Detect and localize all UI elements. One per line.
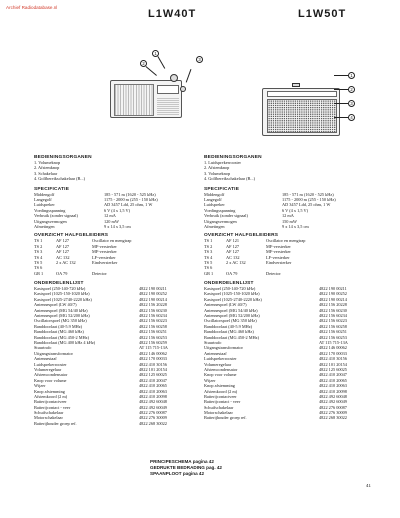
table-cell: AF 127 — [56, 238, 70, 244]
table-cell: Motorschakelaar — [204, 410, 233, 416]
table-cell: 6 V (4 x 1,5 V) — [104, 207, 131, 213]
table-row — [34, 271, 194, 276]
table-cell: 4822 156 60251 — [319, 329, 347, 335]
table-cell: 4822 190 00252 — [319, 291, 347, 297]
table-cell: Knop afstemming — [34, 388, 65, 394]
footer-references — [150, 459, 290, 477]
table-cell: Verbruik (zonder signaal) — [204, 213, 248, 219]
list-item: 4. Golfbereikschakelaar (B...) — [204, 176, 256, 182]
table-cell: 4822 125 60025 — [139, 372, 167, 378]
table-cell: 4822 170 00033 — [139, 356, 167, 362]
table-cell: 120 mW — [104, 218, 119, 224]
callout-left-2: 2 — [140, 60, 147, 67]
table-cell: Afstemcondensator — [34, 372, 68, 378]
semis-table — [204, 238, 376, 276]
specs-heading: SPECIFICATIE — [34, 186, 70, 192]
watermark-text: Archief Radiodatabase.nl — [6, 5, 58, 10]
table-cell: LF-versterker — [92, 254, 116, 260]
table-cell: 4822 156 60234 — [319, 313, 347, 319]
table-cell: Luidspreker — [34, 202, 55, 208]
table-cell: Kastspoel (1025-2740-2220 kHz) — [34, 296, 92, 302]
table-cell: 4822 268 30022 — [319, 415, 347, 421]
table-cell: OA 79 — [226, 270, 238, 276]
table-cell: AF 121 — [226, 238, 240, 244]
table-cell: 4822 170 00033 — [319, 350, 347, 356]
parts-table — [34, 286, 194, 426]
table-cell: Luidsprekerrooster — [204, 356, 237, 362]
table-cell: 4822 156 60223 — [319, 318, 347, 324]
table-cell: Banddoorlaat (MG 450-2 MHz) — [204, 334, 260, 340]
table-cell: Antennespoel (LW 40/7) — [34, 302, 77, 308]
table-cell: 150 mW — [282, 218, 297, 224]
table-cell: Kastspoel (1025-150-1020 kHz) — [34, 291, 90, 297]
table-cell: OA 79 — [56, 270, 68, 276]
table-cell: AF 127 — [56, 243, 70, 249]
table-cell: Afstemkoord (2 m) — [204, 388, 238, 394]
footer-line: PRINCIPESCHEMA pagina 42 — [150, 459, 214, 464]
semis-heading: OVERZICHT HALFGELEIDERS — [34, 233, 109, 239]
speaker-grille — [114, 84, 154, 116]
table-cell: 6 V (4 x 1,5 V) — [282, 207, 309, 213]
list-item: 1. Luidsprekerrooster — [204, 160, 241, 165]
table-cell: Afstemkoord (2 m) — [34, 393, 68, 399]
table-cell: 4822 156 60234 — [139, 313, 167, 319]
specs-heading: SPECIFICATIE — [204, 186, 240, 192]
radio-illustration-right — [262, 80, 342, 140]
controls-list — [204, 160, 376, 182]
table-cell: 4822 125 60025 — [319, 366, 347, 372]
table-cell: Schuifschakelaar — [204, 404, 234, 410]
table-cell: Middengolf — [34, 191, 55, 197]
table-cell: 4822 156 60251 — [139, 329, 167, 335]
table-cell: Oscillatorspoel (MG 350 kHz) — [34, 318, 87, 324]
table-cell: Oscillator en mengtrap — [266, 238, 306, 244]
table-cell: Wijzer — [204, 377, 216, 383]
table-cell: Stuurtrafo — [204, 340, 222, 345]
table-cell: Luidsprekerrooster — [34, 361, 67, 367]
page-number: 41 — [366, 484, 371, 489]
table-cell: Eindversterker — [92, 259, 118, 265]
leader-line — [334, 117, 348, 118]
table-cell: 2 x AC 132 — [56, 259, 76, 265]
right-column — [204, 155, 376, 421]
waveband-switch — [292, 83, 300, 87]
table-cell: 4822 156 60253 — [319, 334, 347, 340]
table-cell: TS 4 — [204, 254, 213, 260]
radio-illustration-left — [110, 72, 190, 120]
table-cell: GR 1 — [204, 270, 214, 276]
table-cell: TS 6 — [204, 265, 213, 271]
table-cell: AC 132 — [226, 254, 240, 260]
table-cell: Afmetingen — [204, 223, 225, 229]
table-cell: TS 2 — [34, 243, 43, 249]
callout-left-1: 1 — [152, 50, 159, 57]
table-cell: 185 - 571 m (1620 - 525 kHz) — [282, 191, 334, 197]
table-cell: 12 mA — [282, 213, 294, 219]
table-cell: AD 3457 Ldd, 25 ohm, 1 W — [104, 202, 153, 208]
table-cell: Verbruik (zonder signaal) — [34, 213, 78, 219]
table-cell: 4822 410 30156 — [319, 356, 347, 362]
table-cell: 4822 190 00211 — [139, 286, 167, 292]
table-cell: Uitgangsvermogen — [204, 218, 237, 224]
table-cell: 4822 492 60048 — [319, 393, 347, 399]
table-cell: Oscillatorspoel (MG 350 kHz) — [204, 318, 257, 324]
table-cell: Oscillator en mengtrap — [92, 238, 132, 244]
callout-right-3: 3 — [348, 100, 355, 107]
specs-table — [204, 192, 376, 230]
table-cell: MF-versterker — [266, 243, 291, 249]
table-cell: 1175 - 2000 m (255 - 150 kHz) — [104, 197, 158, 203]
table-cell: 4822 156 20228 — [319, 302, 347, 308]
table-cell: LF-versterker — [266, 254, 290, 260]
table-cell: 4822 410 20065 — [319, 377, 347, 383]
table-row — [34, 421, 194, 426]
table-cell: TS 5 — [34, 259, 43, 265]
controls-heading: BEDIENINGSORGANEN — [34, 155, 92, 160]
table-cell: Batterijcontactveer — [204, 393, 237, 399]
table-cell: 4822 492 60049 — [319, 399, 347, 405]
list-item: 2. Afstemknop — [34, 165, 60, 171]
table-cell: Uitgangsvermogen — [34, 218, 67, 224]
table-cell: Langegolf — [34, 197, 52, 203]
table-cell: 4822 410 20065 — [139, 383, 167, 389]
table-cell: 9 x 14 x 3,5 cm — [104, 223, 131, 229]
tuning-knob — [170, 74, 178, 82]
table-row — [204, 271, 376, 276]
leader-line — [334, 75, 348, 76]
table-cell: Batterijhouder groep ref. — [34, 420, 77, 426]
table-cell: AT 115 715-13A — [139, 345, 168, 351]
table-cell: 4822 156 60223 — [139, 318, 167, 324]
callout-right-1: 1 — [348, 72, 355, 79]
table-cell: MF-versterker — [92, 249, 117, 255]
table-cell: AF 127 — [226, 243, 240, 249]
semis-table — [34, 238, 194, 276]
table-cell: AT 115 715-13A — [319, 340, 348, 345]
table-cell: Afmetingen — [34, 223, 55, 229]
table-cell: 4822 156 60258 — [319, 323, 347, 329]
table-cell: 4822 190 00211 — [319, 286, 347, 292]
table-cell: Batterijcontactveer — [34, 399, 67, 405]
model-title-right: L1W50T — [298, 8, 347, 20]
table-cell: TS 4 — [34, 254, 43, 260]
table-cell: Afstemcondensator — [204, 366, 238, 372]
table-cell: 9 x 14 x 3,5 cm — [282, 223, 309, 229]
table-cell: 4822 146 00062 — [139, 350, 167, 356]
table-cell: Detector — [266, 270, 281, 276]
table-cell: Langegolf — [204, 197, 222, 203]
table-cell: Banddoorlaat (MG 460 kHz) — [204, 329, 254, 335]
tuning-scale — [267, 91, 337, 97]
list-item: 3. Schakelaar — [34, 170, 58, 176]
table-cell: 4822 190 00214 — [319, 296, 347, 302]
table-cell: 4822 156 60259 — [139, 340, 167, 345]
parts-heading: ONDERDELENLIJST — [34, 281, 84, 287]
table-cell: Banddoorlaat (MG 400 kHz 4 kHz) — [34, 340, 96, 345]
table-cell: 4822 146 00062 — [319, 345, 347, 351]
list-item: 1. Volumeknop — [34, 160, 61, 165]
table-cell: Antennespoel (MG 54/40 kHz) — [204, 307, 258, 313]
table-cell: TS 2 — [204, 243, 213, 249]
table-cell: 4822 410 20098 — [319, 388, 347, 394]
semis-heading: OVERZICHT HALFGELEIDERS — [204, 233, 279, 239]
table-cell: Batterijcontact - veer — [204, 399, 241, 405]
table-cell: 4822 190 00214 — [139, 296, 167, 302]
table-cell: 185 - 571 m (1620 - 525 kHz) — [104, 191, 156, 197]
table-cell: Stuurtrafo — [34, 345, 52, 351]
callout-left-3: 3 — [196, 56, 203, 63]
table-cell: 12 mA — [104, 213, 116, 219]
volume-knob — [180, 86, 186, 92]
table-cell: Luidspreker — [204, 202, 225, 208]
table-cell: 4822 268 30022 — [139, 420, 167, 426]
table-cell: 1175 - 2000 m (255 - 150 kHz) — [282, 197, 336, 203]
speaker-grille — [267, 99, 337, 133]
controls-heading: BEDIENINGSORGANEN — [204, 155, 262, 160]
table-cell: Banddoorlaat (MG 460 kHz) — [34, 329, 84, 335]
radio-body — [110, 80, 182, 118]
table-cell: Middengolf — [204, 191, 225, 197]
table-cell: Kastspoel (1025-150-1020 kHz) — [204, 291, 260, 297]
table-cell: 4822 101 20154 — [319, 361, 347, 367]
table-cell: Volumeregelaar — [34, 366, 62, 372]
table-cell: Eindversterker — [266, 259, 292, 265]
controls-list — [34, 160, 194, 182]
table-cell: TS 1 — [34, 238, 43, 244]
callout-right-2: 2 — [348, 86, 355, 93]
table-row — [34, 224, 194, 229]
table-cell: 4822 410 20047 — [139, 377, 167, 383]
table-cell: MF-versterker — [92, 243, 117, 249]
table-cell: AF 127 — [56, 249, 70, 255]
parts-table — [204, 286, 376, 421]
table-cell: Antennespoel (MG 54/40 kHz) — [34, 307, 88, 313]
left-column — [34, 155, 194, 426]
table-cell: Voedingsspanning — [204, 207, 236, 213]
table-cell: 4822 156 60230 — [319, 307, 347, 313]
side-panel — [157, 97, 179, 115]
specs-table — [34, 192, 194, 230]
leader-line — [334, 89, 348, 90]
table-cell: Batterijcontact - veer — [34, 404, 71, 410]
leader-line — [334, 103, 348, 104]
table-cell: TS 3 — [34, 249, 43, 255]
table-cell: TS 6 — [34, 265, 43, 271]
table-cell: Knop afstemming — [204, 383, 235, 389]
table-cell: 4822 156 60253 — [139, 334, 167, 340]
parts-heading: ONDERDELENLIJST — [204, 281, 254, 287]
table-cell: Banddoorlaat (MG 450-2 MHz) — [34, 334, 90, 340]
table-cell: Uitgangstransformator — [204, 345, 243, 351]
table-cell: Kastspoel (250-140-720 kHz) — [34, 286, 86, 292]
table-cell: Uitgangstransformator — [34, 350, 73, 356]
table-cell: 2 x AC 132 — [226, 259, 246, 265]
table-cell: Voedingsspanning — [34, 207, 66, 213]
tuning-scale — [157, 85, 179, 94]
table-cell: AC 132 — [56, 254, 70, 260]
table-cell: Volumeregelaar — [204, 361, 232, 367]
table-cell: Kastspoel (1025-2740-2220 kHz) — [204, 296, 262, 302]
table-cell: MF-versterker — [266, 249, 291, 255]
table-cell: AF 127 — [226, 249, 240, 255]
table-cell: 4822 276 30009 — [139, 415, 167, 421]
table-cell: TS 1 — [204, 238, 213, 244]
table-cell: 4822 156 60258 — [139, 323, 167, 329]
table-cell: 4822 276 00087 — [139, 410, 167, 416]
table-cell: Antennespoel (LW 40/7) — [204, 302, 247, 308]
table-cell: Motorschakelaar — [34, 415, 63, 421]
table-cell: Antennestaaf — [34, 356, 57, 362]
leader-line — [158, 56, 166, 68]
list-item: 2. Afstemknop — [204, 165, 230, 171]
callout-right-4: 4 — [348, 114, 355, 121]
list-item: 4. Golfbereikschakelaar (B...) — [34, 176, 86, 182]
table-cell: 4822 492 60048 — [139, 399, 167, 405]
table-cell: AD 3457 Ldd, 25 ohm, 1 W — [282, 202, 331, 208]
footer-line: SPAANPLOOT pagina 42 — [150, 471, 205, 476]
table-cell: Antennespoel (MG 52/200 kHz) — [34, 313, 90, 319]
table-cell: 4822 410 20098 — [139, 393, 167, 399]
table-cell: Schuifschakelaar — [34, 410, 64, 416]
table-cell: 4822 410 20047 — [319, 372, 347, 378]
table-cell: TS 5 — [204, 259, 213, 265]
table-cell: Kastspoel (250-140-720 kHz) — [204, 286, 256, 292]
table-cell: 4822 492 60049 — [139, 404, 167, 410]
table-row — [204, 224, 376, 229]
table-cell: Batterijhouder groep ref. — [204, 415, 247, 421]
table-cell: Banddoorlaat (40-5.9 MHz) — [204, 323, 253, 329]
table-cell: 4822 276 00087 — [319, 404, 347, 410]
table-cell: 4822 410 20063 — [139, 388, 167, 394]
table-cell: Antennestaaf — [204, 350, 227, 356]
footer-line: GEDRUKTE BEDRADING pag. 42 — [150, 465, 222, 470]
radio-body — [262, 88, 340, 136]
table-cell: 4822 101 20154 — [139, 366, 167, 372]
list-item: 3. Volumeknop — [204, 170, 231, 176]
model-title-left: L1W40T — [148, 8, 197, 20]
table-cell: 4822 156 60230 — [139, 307, 167, 313]
table-cell: TS 3 — [204, 249, 213, 255]
table-cell: 4822 410 20063 — [319, 383, 347, 389]
table-cell: Knop voor volume — [34, 377, 67, 383]
table-cell: Detector — [92, 270, 107, 276]
table-cell: Antennespoel (MG 52/200 kHz) — [204, 313, 260, 319]
table-cell: 4822 156 20228 — [139, 302, 167, 308]
table-cell: 4822 410 30156 — [139, 361, 167, 367]
table-cell: 4822 276 30009 — [319, 410, 347, 416]
table-cell: Knop voor volume — [204, 372, 237, 378]
table-cell: Wijzer — [34, 383, 46, 389]
table-cell: GR 1 — [34, 270, 44, 276]
table-cell: 4822 190 00252 — [139, 291, 167, 297]
table-cell: Banddoorlaat (40-5.9 MHz) — [34, 323, 83, 329]
table-row — [204, 415, 376, 420]
